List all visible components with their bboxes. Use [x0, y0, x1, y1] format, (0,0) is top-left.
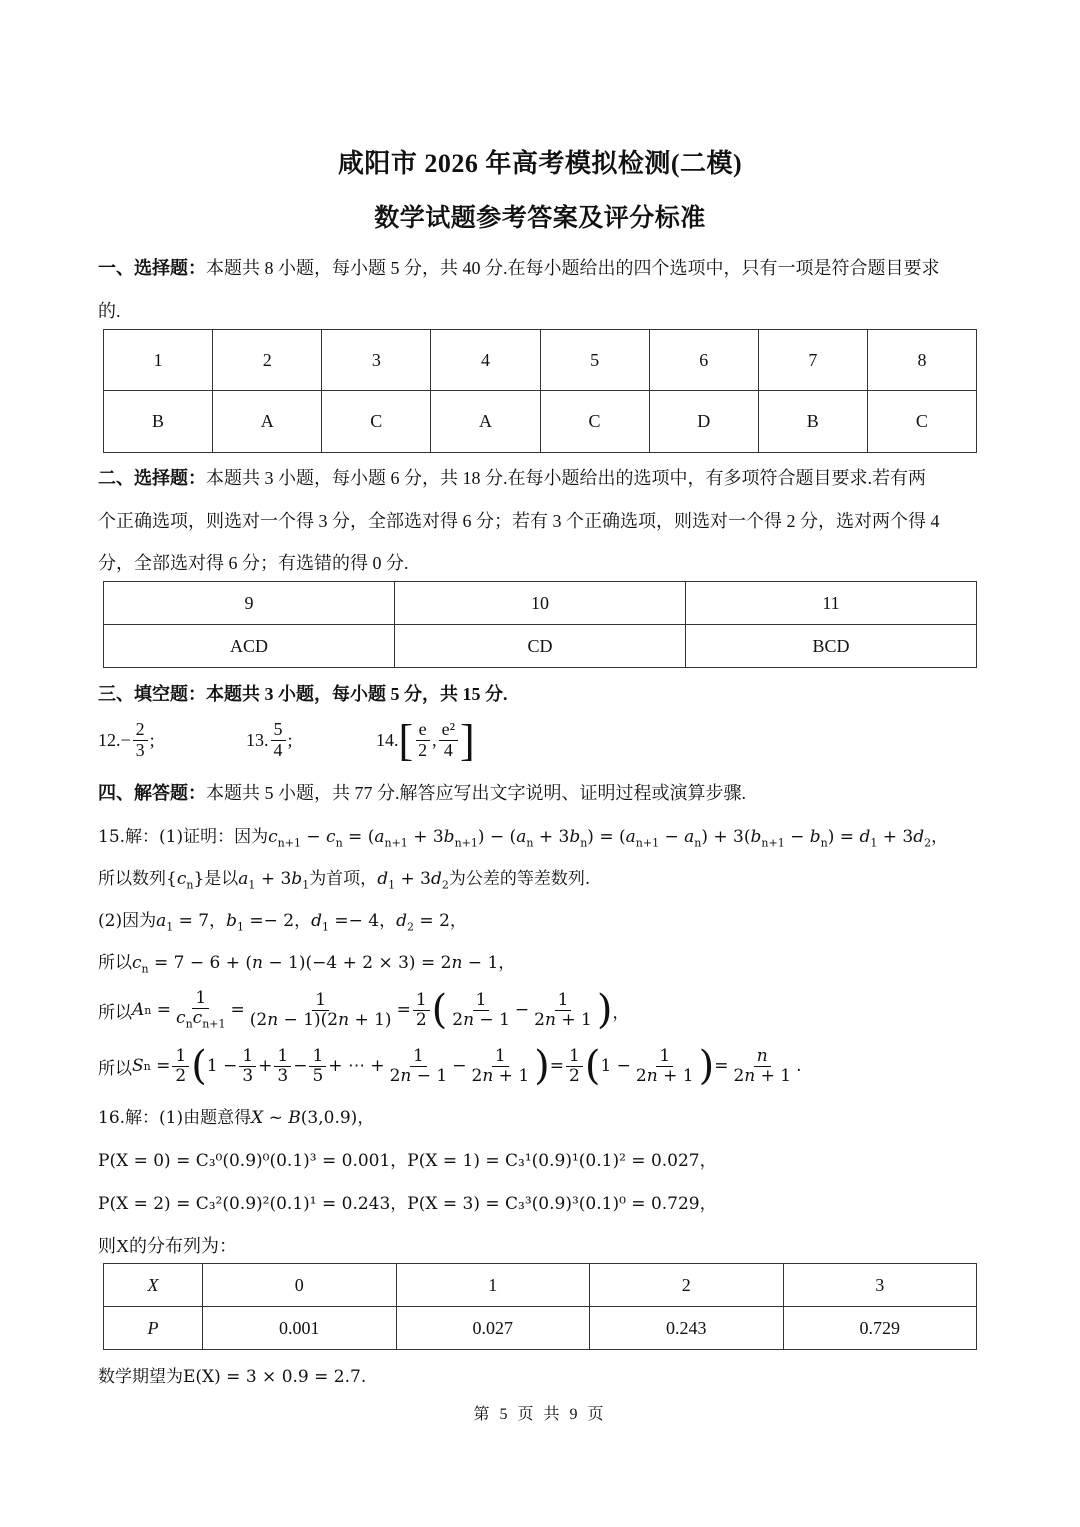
prob-cell: 0.001 [203, 1307, 397, 1350]
document-title: 咸阳市 2026 年高考模拟检测(二模) [337, 149, 743, 178]
answer-label: 14. [376, 729, 399, 750]
answer-cell: C [540, 391, 649, 453]
question-number: 1 [104, 330, 213, 391]
answer-cell: ACD [104, 625, 395, 668]
section2-text-line3: 分，全部选对得 6 分；有选错的得 0 分. [98, 553, 409, 573]
mcq-answer-table [103, 329, 977, 453]
q15-prefix: 所以 [98, 1058, 132, 1079]
q16-line3: P(X = 2) = C₃²(0.9)²(0.1)¹ = 0.243，P(X = 3) = C₃³(0.9)³(0.1)⁰ = 0.729， [98, 1194, 717, 1214]
numerator: 5 [271, 720, 286, 741]
section4-intro [98, 779, 988, 805]
q16-line4: 则X的分布列为： [98, 1236, 237, 1256]
answer-cell: C [322, 391, 431, 453]
q15-line1: 15.解：(1)证明：因为$c_{n+1} - c_n = (a_{n+1} + 3b_{n+1}) - (a_n + 3b_n) = (a_{n+1} - a_n) + 3(b_{n+1} - b_n) = d_1 + 3d_2$， [98, 827, 949, 850]
q15-prefix: 15.解：(1)证明：因为 [98, 827, 269, 847]
q16-expectation: 数学期望为E(X) = 3 × 0.9 = 2.7. [98, 1367, 367, 1387]
answer-label: 13. [246, 729, 269, 750]
question-number: 7 [758, 330, 867, 391]
numerator: e [416, 720, 430, 741]
table-row-p [104, 1307, 977, 1350]
question-number: 5 [540, 330, 649, 391]
fraction [133, 720, 148, 761]
q15-prefix: 所以 [98, 1002, 132, 1023]
question-number: 10 [395, 582, 686, 625]
answer-label: 12. [98, 729, 121, 750]
right-bracket: ] [460, 715, 475, 765]
fraction [439, 720, 458, 761]
q15-line2: 所以数列$\{c_n\}$是以$a_1 + 3b_1$为首项，$d_1 + 3d_2$为公差的等差数列. [98, 869, 591, 892]
minus-sign: − [120, 729, 131, 750]
question-number: 6 [649, 330, 758, 391]
fraction [271, 720, 286, 761]
table-row-answers [104, 391, 977, 453]
section1-intro [98, 254, 988, 280]
fill-answer-14: 14. [ $\frac{e}{2}$ , $\frac{\text{e²}}{4}$ ] [376, 715, 475, 765]
semicolon: ; [287, 729, 293, 750]
question-number: 9 [104, 582, 395, 625]
fraction [415, 720, 430, 761]
q16-line1: 16.解：(1)由题意得X ~ B(3,0.9)， [98, 1108, 375, 1128]
answer-cell: C [867, 391, 976, 453]
section1-heading: 一、选择题： [98, 258, 206, 278]
answer-cell: CD [395, 625, 686, 668]
section2-text: 本题共 3 小题，每小题 6 分，共 18 分.在每小题给出的选项中，有多项符合题目要求.若有两 [206, 468, 926, 488]
answer-cell: B [758, 391, 867, 453]
row-label: P [104, 1307, 203, 1350]
answer-cell: A [431, 391, 540, 453]
page-number: 第 5 页 共 9 页 [473, 1406, 607, 1423]
prob-cell: 0.243 [590, 1307, 784, 1350]
semicolon: ; [149, 729, 155, 750]
header-cell: 2 [590, 1264, 784, 1307]
q15-line6: 所以 S n = $\frac{1}{2}$ ( 1 − $\frac{1}{3}$ + $\frac{1}{3}$ − $\frac{1}{5}$ + ⋯ + $\frac{1}{2n - 1}$ − $\frac{1}{2n + 1}$ ) = $\frac{1}{2}$ ( 1 − $\frac{1}{2n + 1}$ ) = $\frac{n}{2n + 1}$ . [98, 1043, 802, 1089]
answer-cell: A [213, 391, 322, 453]
section1-text-cont: 的. [98, 301, 121, 321]
section2-text-line2: 个正确选项，则选对一个得 3 分，全部选对得 6 分；若有 3 个正确选项，则选对一个得 2 分，选对两个得 4 [98, 511, 940, 531]
header-cell: 1 [396, 1264, 590, 1307]
denominator: 2 [418, 739, 428, 760]
table-row-x [104, 1264, 977, 1307]
section2-intro [98, 464, 988, 490]
fill-answer-13 [246, 714, 293, 766]
header-cell: 3 [783, 1264, 977, 1307]
multi-choice-answer-table [103, 581, 977, 668]
denominator: 4 [443, 739, 453, 760]
answer-cell: B [104, 391, 213, 453]
denominator: 4 [273, 739, 283, 760]
fill-answer-12 [98, 714, 155, 766]
q15-line3: (2)因为$a_1 = 7$，$b_1 =- 2$，$d_1 =- 4$，$d_2 = 2$， [98, 911, 467, 934]
table-row-answers [104, 625, 977, 668]
answer-cell: D [649, 391, 758, 453]
table-row-questions [104, 330, 977, 391]
question-number: 8 [867, 330, 976, 391]
prob-cell: 0.027 [396, 1307, 590, 1350]
section4-text: 本题共 5 小题，共 77 分.解答应写出文字说明、证明过程或演算步骤. [206, 783, 746, 803]
question-number: 2 [213, 330, 322, 391]
section3-heading: 三、填空题：本题共 3 小题，每小题 5 分，共 15 分. [98, 684, 508, 704]
section1-text: 本题共 8 小题，每小题 5 分，共 40 分.在每小题给出的四个选项中，只有一项是符合题目要求 [206, 258, 940, 278]
table-row-questions [104, 582, 977, 625]
distribution-table [103, 1263, 977, 1350]
question-number: 4 [431, 330, 540, 391]
denominator: 3 [135, 739, 145, 760]
q16-line2: P(X = 0) = C₃⁰(0.9)⁰(0.1)³ = 0.001，P(X = 1) = C₃¹(0.9)¹(0.1)² = 0.027， [98, 1151, 717, 1171]
question-number: 3 [322, 330, 431, 391]
section4-heading: 四、解答题： [98, 783, 206, 803]
document-subtitle: 数学试题参考答案及评分标准 [374, 205, 706, 232]
section2-heading: 二、选择题： [98, 468, 206, 488]
question-number: 11 [686, 582, 977, 625]
q15-line5: 所以 A n = $\frac{1}{c_nc_{n+1}}$ = $\frac{1}{(2n - 1)(2n + 1)}$ = $\frac{1}{2}$ ( $\frac{1}{2n - 1}$ − $\frac{1}{2n + 1}$ ) ， [98, 987, 630, 1033]
header-cell: 0 [203, 1264, 397, 1307]
q15-line4: 所以$c_n = 7 - 6 + (n - 1)(-4 + 2 \times 3) = 2n - 1$， [98, 953, 516, 976]
prob-cell: 0.729 [783, 1307, 977, 1350]
left-bracket: [ [398, 715, 414, 765]
numerator: 2 [133, 720, 148, 741]
numerator: e² [439, 720, 458, 741]
answer-cell: BCD [686, 625, 977, 668]
header-cell: X [104, 1264, 203, 1307]
